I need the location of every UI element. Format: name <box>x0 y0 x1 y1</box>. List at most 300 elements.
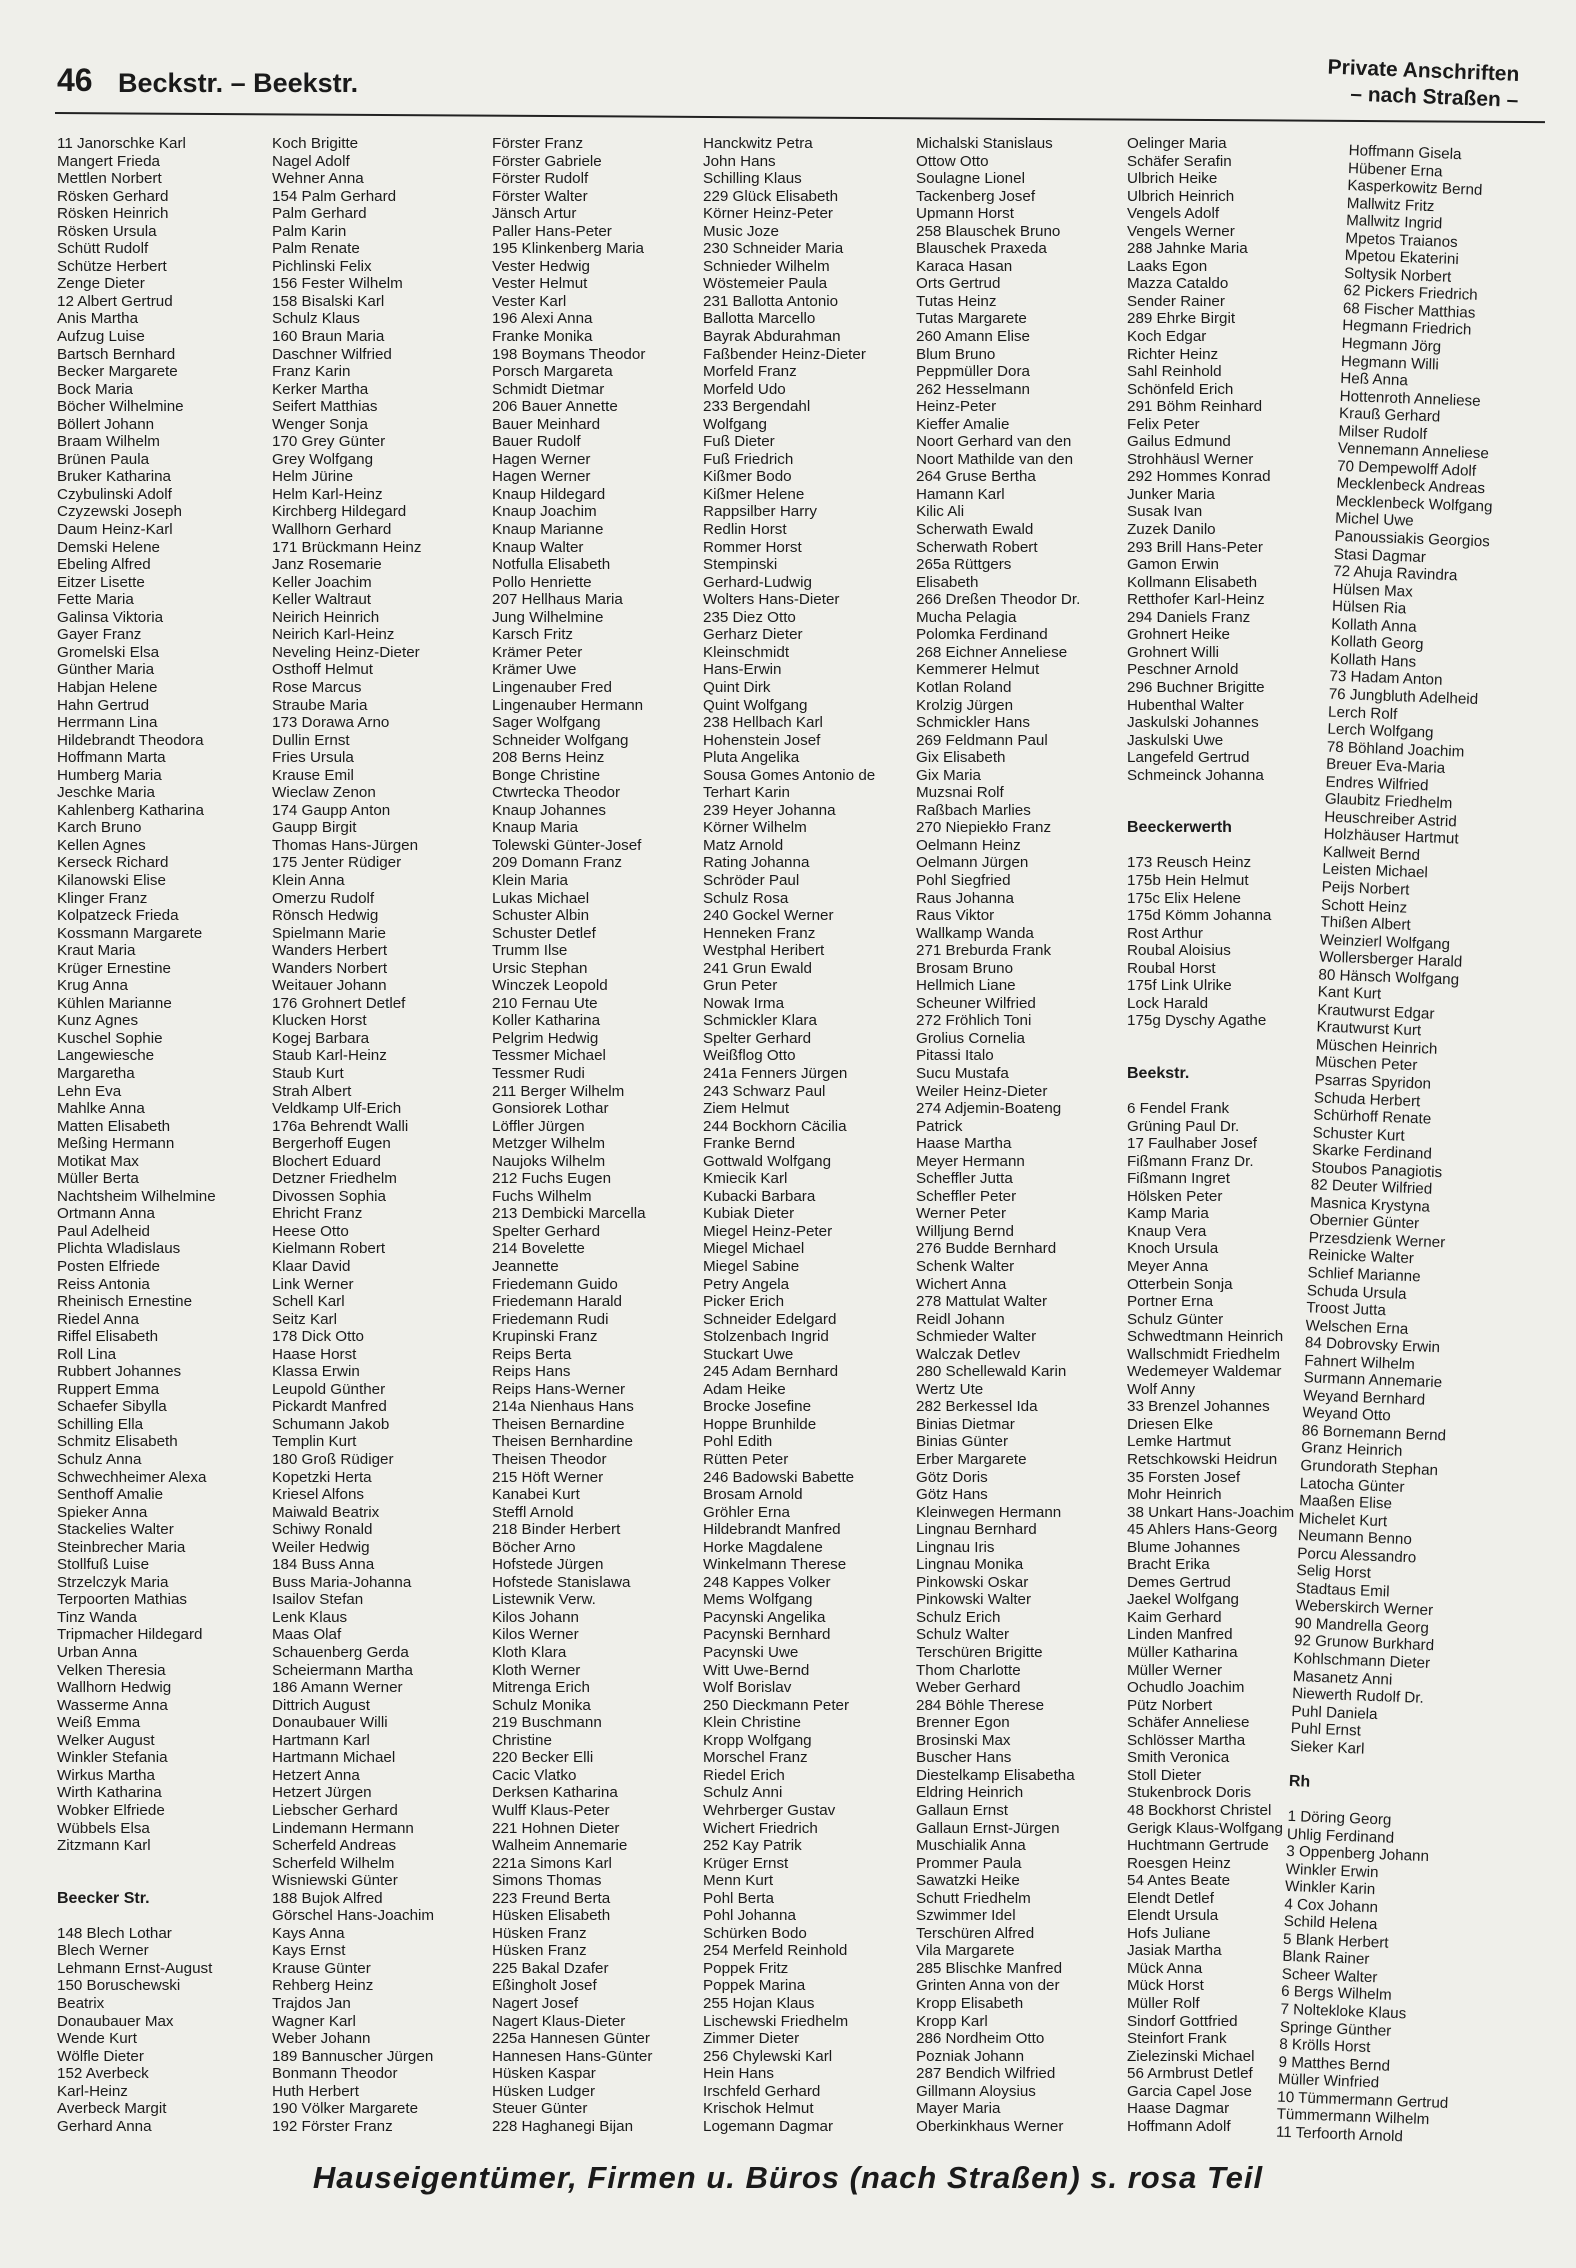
list-item: Hamann Karl <box>916 485 1005 503</box>
list-item: Palm Gerhard <box>272 205 367 223</box>
list-item: Thom Charlotte <box>916 1661 1021 1679</box>
list-item: Michalski Stanislaus <box>916 135 1053 152</box>
list-item: Knaup Vera <box>1127 1222 1207 1240</box>
list-item: Willjung Bernd <box>916 1222 1014 1240</box>
list-item: Weinzierl Wolfgang <box>1319 931 1451 953</box>
list-item: Hetzert Jürgen <box>272 1784 372 1802</box>
list-item: Naujoks Wilhelm <box>492 1152 606 1170</box>
list-item: Körner Wilhelm <box>703 819 807 837</box>
list-item: 250 Dieckmann Peter <box>703 1696 850 1714</box>
list-item: Knaup Joachim <box>492 503 597 521</box>
list-item: Wobker Elfriede <box>57 1801 165 1819</box>
list-item: Kropp Karl <box>916 2012 988 2030</box>
list-item: Witt Uwe-Bernd <box>703 1661 810 1679</box>
list-item: 175b Hein Helmut <box>1127 871 1249 889</box>
list-item: Lischewski Friedhelm <box>703 2012 849 2030</box>
list-item: Bayrak Abdurahman <box>703 328 841 346</box>
list-item: Listewnik Verw. <box>492 1591 596 1609</box>
list-item: Divossen Sophia <box>272 1187 386 1205</box>
list-item: Bruker Katharina <box>57 468 171 486</box>
list-item: Lehmann Ernst-August <box>57 1959 213 1977</box>
list-item: Zielezinski Michael <box>1127 2047 1255 2065</box>
list-item: Wulff Klaus-Peter <box>492 1801 610 1819</box>
list-item: Diestelkamp Elisabetha <box>916 1766 1075 1784</box>
list-item: Ottow Otto <box>916 152 989 170</box>
list-item: Ctwrtecka Theodor <box>492 784 621 802</box>
list-item: Heinz-Peter <box>916 398 997 416</box>
list-item: Kleinschmidt <box>703 643 790 661</box>
street-heading: Rh <box>1288 1772 1311 1791</box>
list-item: Otterbein Sonja <box>1127 1275 1233 1293</box>
list-item: Richter Heinz <box>1127 345 1219 363</box>
list-item: Braam Wilhelm <box>57 433 160 451</box>
list-item: Müschen Heinrich <box>1315 1036 1438 1058</box>
list-item: Kanabei Kurt <box>492 1486 580 1504</box>
footer-note: Hauseigentümer, Firmen u. Büros (nach Straßen) s. rosa Teil <box>312 2160 1264 2195</box>
list-item: 230 Schneider Maria <box>703 240 844 258</box>
list-item: 150 Boruschewski <box>57 1977 181 1995</box>
list-item: Wenger Sonja <box>272 415 368 433</box>
list-item: Krauß Gerhard <box>1338 405 1441 426</box>
list-item: Weißflog Otto <box>703 1047 796 1065</box>
list-item: Jaekel Wolfgang <box>1127 1591 1240 1609</box>
list-item: Derksen Katharina <box>492 1784 618 1802</box>
list-item: Bergerhoff Eugen <box>272 1135 391 1153</box>
list-item: Reiss Antonia <box>57 1275 150 1293</box>
list-item: 11 Janorschke Karl <box>57 135 186 152</box>
list-item: Winkler Karin <box>1284 1877 1376 1899</box>
list-item: Heuschreiber Astrid <box>1323 808 1458 831</box>
list-item: Schuster Kurt <box>1312 1123 1405 1145</box>
list-item: Schwedtmann Heinrich <box>1127 1328 1284 1346</box>
list-item: Hüsken Elisabeth <box>492 1907 611 1925</box>
list-item: Tessmer Rudi <box>492 1064 585 1082</box>
list-item: Szwimmer Idel <box>916 1907 1016 1925</box>
list-item: Schiwy Ronald <box>272 1521 373 1539</box>
list-item: Felix Peter <box>1127 415 1200 433</box>
list-item: Lehn Eva <box>57 1082 122 1100</box>
list-item: Eßingholt Josef <box>492 1977 597 1995</box>
list-item: Gailus Edmund <box>1127 433 1231 451</box>
list-item: 282 Berkessel Ida <box>916 1398 1038 1416</box>
list-item: Friedemann Harald <box>492 1293 622 1311</box>
list-item: Knaup Hildegard <box>492 485 606 503</box>
list-item: 219 Buschmann <box>492 1714 602 1732</box>
list-item: Strohhäusl Werner <box>1127 450 1254 468</box>
list-item: Blech Werner <box>57 1942 149 1960</box>
list-item: Daschner Wilfried <box>272 345 392 363</box>
list-item: Krischok Helmut <box>703 2100 814 2118</box>
list-item: 293 Brill Hans-Peter <box>1127 538 1263 556</box>
list-item: Westphal Heribert <box>703 942 825 960</box>
list-item: Schaefer Sibylla <box>57 1398 167 1416</box>
list-item: Holzhäuser Hartmut <box>1323 825 1459 848</box>
list-item: Lindemann Hermann <box>272 1819 414 1837</box>
list-item: Herrmann Lina <box>57 714 158 732</box>
list-item: Winkler Erwin <box>1285 1860 1379 1881</box>
list-item: Gix Elisabeth <box>916 749 1006 767</box>
list-item: 48 Bockhorst Christel <box>1127 1801 1272 1819</box>
list-item: Plichta Wladislaus <box>57 1240 181 1258</box>
list-item: 72 Ahuja Ravindra <box>1332 562 1458 585</box>
list-item: 238 Hellbach Karl <box>703 714 823 732</box>
list-item: Franke Monika <box>492 328 593 346</box>
list-item: Miegel Heinz-Peter <box>703 1222 833 1240</box>
list-item: Hildebrandt Theodora <box>57 731 204 749</box>
list-item: Mpetou Ekaterini <box>1344 247 1460 269</box>
list-item: Kißmer Helene <box>703 485 805 503</box>
list-item: Music Joze <box>703 222 779 240</box>
list-item: 170 Grey Günter <box>272 433 386 451</box>
list-item: 92 Grunow Burkhard <box>1293 1632 1435 1655</box>
list-item: Hüsken Ludger <box>492 2082 596 2100</box>
list-item: Kerker Martha <box>272 380 369 398</box>
list-item: Haase Horst <box>272 1345 357 1363</box>
list-item: Kloth Klara <box>492 1644 567 1662</box>
list-item: Kilic Ali <box>916 503 965 521</box>
list-item: Gerhard Anna <box>57 2117 152 2135</box>
list-item: 208 Berns Heinz <box>492 749 605 767</box>
list-item: 17 Faulhaber Josef <box>1127 1135 1258 1153</box>
list-item: Masnica Krystyna <box>1309 1194 1431 1216</box>
list-item: Gix Maria <box>916 766 981 784</box>
list-item: Poppek Fritz <box>703 1959 789 1977</box>
list-item: Scheiermann Martha <box>272 1661 413 1679</box>
list-item: 10 Tümmermann Gertrud <box>1277 2088 1449 2112</box>
list-item: 178 Dick Otto <box>272 1328 365 1346</box>
list-item: Kays Anna <box>272 1924 345 1942</box>
list-item: 73 Hadam Anton <box>1329 668 1443 690</box>
list-item: 270 Niepiekło Franz <box>916 819 1052 837</box>
list-item: Mecklenbeck Andreas <box>1336 475 1486 498</box>
list-item: 276 Budde Bernhard <box>916 1240 1057 1258</box>
list-item: Wallhorn Hedwig <box>57 1679 172 1697</box>
list-item: Hüsken Kaspar <box>492 2065 596 2083</box>
list-item: Kahlenberg Katharina <box>57 801 204 819</box>
list-item: Binias Dietmar <box>916 1415 1015 1433</box>
list-item: 218 Binder Herbert <box>492 1521 621 1539</box>
list-item: Spieker Anna <box>57 1503 148 1521</box>
list-item: Schott Heinz <box>1320 896 1408 917</box>
list-item: Muschialik Anna <box>916 1837 1026 1855</box>
list-item: Reips Hans-Werner <box>492 1380 626 1398</box>
list-item: Hegmann Willi <box>1340 352 1440 373</box>
list-item: Nowak Irma <box>703 994 785 1012</box>
list-item: Kossmann Margarete <box>57 924 203 942</box>
list-item: Kasperkowitz Bernd <box>1347 177 1483 200</box>
list-item: Grolius Cornelia <box>916 1029 1025 1047</box>
list-item: Schuster Albin <box>492 907 590 925</box>
list-item: Kopetzki Herta <box>272 1468 372 1486</box>
list-item: Janz Rosemarie <box>272 556 382 574</box>
list-item: Hoffmann Marta <box>57 749 166 767</box>
list-item: Kloth Werner <box>492 1661 581 1679</box>
list-item: Jeschke Maria <box>57 784 155 802</box>
list-item: 192 Förster Franz <box>272 2117 393 2135</box>
list-item: Wallhorn Gerhard <box>272 521 392 539</box>
list-item: Irschfeld Gerhard <box>703 2082 821 2100</box>
list-item: Haase Martha <box>916 1135 1012 1153</box>
list-item: Klein Christine <box>703 1714 801 1732</box>
list-item: 3 Oppenberg Johann <box>1286 1842 1430 1866</box>
list-item: Pelgrim Hedwig <box>492 1029 599 1047</box>
list-item: 284 Böhle Therese <box>916 1696 1045 1714</box>
list-item: 158 Bisalski Karl <box>272 292 385 310</box>
list-item: Wichert Anna <box>916 1275 1007 1293</box>
list-item: 8 Krölls Horst <box>1278 2035 1371 2057</box>
list-item: Steinbrecher Maria <box>57 1538 186 1556</box>
list-item: Pohl Siegfried <box>916 871 1011 889</box>
list-item: Weiler Heinz-Dieter <box>916 1082 1048 1100</box>
list-item: Neirich Heinrich <box>272 608 380 626</box>
list-item: Lingnau Bernhard <box>916 1521 1037 1539</box>
list-item: Neumann Benno <box>1297 1527 1413 1549</box>
list-item: Winkelmann Therese <box>703 1556 847 1574</box>
list-item: 175g Dyschy Agathe <box>1127 1012 1267 1030</box>
list-item: Scherfeld Andreas <box>272 1837 397 1855</box>
list-item: Bauer Meinhard <box>492 415 601 433</box>
list-item: Gallaun Ernst <box>916 1801 1009 1819</box>
list-item: 5 Blank Herbert <box>1282 1930 1389 1952</box>
list-item: Gillmann Aloysius <box>916 2082 1036 2100</box>
list-item: Lemke Hartmut <box>1127 1433 1231 1451</box>
list-item: Sindorf Gottfried <box>1127 2012 1238 2030</box>
list-item: Schulz Günter <box>1127 1310 1224 1328</box>
list-item: Walheim Annemarie <box>492 1837 628 1855</box>
list-item: Koller Katharina <box>492 1012 601 1030</box>
list-item: Hartmann Karl <box>272 1731 370 1749</box>
list-item: Templin Kurt <box>272 1433 357 1451</box>
list-item: Blauschek Praxeda <box>916 240 1047 258</box>
list-item: Schenk Walter <box>916 1258 1015 1275</box>
list-item: 235 Diez Otto <box>703 608 796 626</box>
list-item: Nagert Josef <box>492 1994 579 2012</box>
list-item: Demski Helene <box>57 538 160 556</box>
list-item: Hofstede Jürgen <box>492 1556 604 1574</box>
list-item: Reidl Johann <box>916 1310 1005 1328</box>
list-item: Petry Angela <box>703 1275 790 1293</box>
list-item: Stuckart Uwe <box>703 1345 794 1363</box>
list-item: 228 Haghanegi Bijan <box>492 2117 634 2135</box>
list-item: Christine <box>492 1731 552 1749</box>
list-item: Werner Peter <box>916 1205 1007 1223</box>
list-item: Hannesen Hans-Günter <box>492 2047 653 2065</box>
list-item: Mallwitz Fritz <box>1346 194 1435 215</box>
list-item: Pohl Berta <box>703 1889 774 1907</box>
list-item: 176a Behrendt Walli <box>272 1117 409 1135</box>
list-item: John Hans <box>703 152 776 170</box>
list-item: 256 Chylewski Karl <box>703 2047 833 2065</box>
list-item: 68 Fischer Matthias <box>1342 299 1476 322</box>
list-item: 239 Heyer Johanna <box>703 801 836 819</box>
list-item: Bracht Erika <box>1127 1556 1210 1574</box>
list-item: Kohlschmann Dieter <box>1293 1650 1431 1673</box>
list-item: Pinkowski Walter <box>916 1591 1032 1609</box>
list-item: Przesdzienk Werner <box>1308 1229 1446 1252</box>
list-item: Fette Maria <box>57 591 134 609</box>
list-item: Rheinisch Ernestine <box>57 1293 193 1311</box>
list-item: Rehberg Heinz <box>272 1977 374 1995</box>
list-item: Stolzenbach Ingrid <box>703 1328 829 1346</box>
list-item: Daum Heinz-Karl <box>57 521 173 539</box>
list-item: 213 Dembicki Marcella <box>492 1205 646 1223</box>
list-item: Schmieder Walter <box>916 1328 1037 1346</box>
list-item: Krüger Ernst <box>703 1854 789 1872</box>
list-item: Galinsa Viktoria <box>57 608 164 626</box>
list-item: 154 Palm Gerhard <box>272 187 397 205</box>
street-heading: Beecker Str. <box>57 1889 150 1907</box>
list-item: Förster Franz <box>492 135 584 152</box>
list-item: Schäfer Serafin <box>1127 152 1232 170</box>
list-item: Weitauer Johann <box>272 977 387 995</box>
street-heading: Beekstr. <box>1127 1064 1190 1082</box>
page-title: Beckstr. – Beekstr. <box>118 68 359 98</box>
list-item: Mitrenga Erich <box>492 1679 590 1697</box>
list-item: Matz Arnold <box>703 836 784 854</box>
list-item: Karaca Hasan <box>916 257 1013 275</box>
list-item: Hartmann Michael <box>272 1749 396 1767</box>
list-item: Welschen Erna <box>1305 1316 1409 1338</box>
list-item: Scherwath Ewald <box>916 521 1034 539</box>
list-item: 196 Alexi Anna <box>492 310 593 328</box>
list-item: Krause Günter <box>272 1959 371 1977</box>
list-item: 9 Matthes Bernd <box>1278 2053 1391 2075</box>
list-item: Rost Arthur <box>1127 924 1203 942</box>
column-3 <box>492 135 700 2135</box>
list-item: 296 Buchner Brigitte <box>1127 678 1265 696</box>
list-item: Riffel Elisabeth <box>57 1328 159 1346</box>
list-item: Kubacki Barbara <box>703 1187 816 1205</box>
list-item: Schulz Rosa <box>703 889 789 907</box>
list-item: Müller Berta <box>57 1170 139 1188</box>
list-item: Krämer Uwe <box>492 661 577 679</box>
list-item: Schlösser Martha <box>1127 1731 1246 1749</box>
list-item: Schell Karl <box>272 1293 345 1311</box>
list-item: Palm Renate <box>272 240 360 258</box>
list-item: Metzger Wilhelm <box>492 1135 606 1153</box>
list-item: Hubenthal Walter <box>1127 696 1244 714</box>
list-item: Pohl Edith <box>703 1433 773 1451</box>
list-item: Krug Anna <box>57 977 128 995</box>
list-item: Uhlig Ferdinand <box>1286 1825 1395 1847</box>
list-item: 175c Elix Helene <box>1127 889 1241 907</box>
list-item: Horke Magdalene <box>703 1538 823 1556</box>
spacer <box>1127 802 1335 820</box>
list-item: Böcher Wilhelmine <box>57 398 184 416</box>
page-number: 46 <box>57 62 93 98</box>
list-item: 189 Bannuscher Jürgen <box>272 2047 434 2065</box>
list-item: Rösken Heinrich <box>57 205 169 223</box>
list-item: Hegmann Friedrich <box>1341 317 1472 340</box>
list-item: Hanckwitz Petra <box>703 135 813 152</box>
list-item: Zuzek Danilo <box>1127 521 1216 539</box>
list-item: Poppek Marina <box>703 1977 806 1995</box>
list-item: Wolfgang <box>703 415 767 433</box>
list-item: Wöstemeier Paula <box>703 275 828 293</box>
list-item: Quint Wolfgang <box>703 696 808 714</box>
list-item: Wolf Borislav <box>703 1679 792 1697</box>
list-item: Kunz Agnes <box>57 1012 139 1030</box>
list-item: Masanetz Anni <box>1292 1667 1393 1689</box>
list-item: Winkler Stefania <box>57 1749 168 1767</box>
list-item: Paller Hans-Peter <box>492 222 612 240</box>
list-item: 248 Kappes Volker <box>703 1573 831 1591</box>
list-item: Reinicke Walter <box>1307 1246 1415 1268</box>
list-item: Roesgen Heinz <box>1127 1854 1231 1872</box>
list-item: 12 Albert Gertrud <box>57 292 173 310</box>
list-item: Schnieder Wilhelm <box>703 257 830 275</box>
list-item: Glaubitz Friedhelm <box>1324 790 1453 813</box>
list-item: Spelter Gerhard <box>703 1029 812 1047</box>
list-item: Ortmann Anna <box>57 1205 155 1223</box>
list-item: 265a Rüttgers <box>916 556 1012 574</box>
list-item: Böllert Johann <box>57 415 155 433</box>
list-item: Scheffler Peter <box>916 1187 1017 1205</box>
list-item: Fuchs Wilhelm <box>492 1187 592 1205</box>
list-item: Grun Peter <box>703 977 778 995</box>
list-item: Schürken Bodo <box>703 1924 807 1942</box>
list-item: Mück Horst <box>1127 1977 1204 1995</box>
list-item: 223 Freund Berta <box>492 1889 611 1907</box>
list-item: 221a Simons Karl <box>492 1854 612 1872</box>
list-item: 70 Dempewolff Adolf <box>1336 457 1477 480</box>
list-item: Theisen Bernhardine <box>492 1433 633 1451</box>
list-item: Osthoff Helmut <box>272 661 374 679</box>
list-item: Kallweit Bernd <box>1322 843 1421 864</box>
list-item: Reips Berta <box>492 1345 572 1363</box>
list-item: Peppmüller Dora <box>916 363 1030 381</box>
list-item: Theisen Bernardine <box>492 1415 625 1433</box>
list-item: 174 Gaupp Anton <box>272 801 391 819</box>
list-item: Krautwurst Kurt <box>1316 1018 1422 1040</box>
list-item: 262 Hesselmann <box>916 380 1030 398</box>
list-item: Pichlinski Felix <box>272 257 372 275</box>
list-item: Gallaun Ernst-Jürgen <box>916 1819 1060 1837</box>
section-heading-line2: – nach Straßen – <box>1350 82 1519 112</box>
list-item: 264 Gruse Bertha <box>916 468 1036 486</box>
list-item: Humberg Maria <box>57 766 162 784</box>
list-item: 33 Brenzel Johannes <box>1127 1398 1270 1416</box>
list-item: Upmann Horst <box>916 205 1014 223</box>
list-item: Gaupp Birgit <box>272 819 357 837</box>
list-item: Scheer Walter <box>1281 1965 1378 1987</box>
list-item: Keller Waltraut <box>272 591 372 609</box>
list-item: Mecklenbeck Wolfgang <box>1335 492 1493 516</box>
list-item: Orts Gertrud <box>916 275 1001 293</box>
list-item: Steinfort Frank <box>1127 2030 1227 2048</box>
list-item: 186 Amann Werner <box>272 1679 403 1697</box>
list-item: Kollmann Elisabeth <box>1127 573 1258 591</box>
list-item: Schumann Jakob <box>272 1415 390 1433</box>
list-item: Schuster Detlef <box>492 924 596 942</box>
list-item: Brünen Paula <box>57 450 150 468</box>
list-item: Bock Maria <box>57 380 133 398</box>
list-item: Soltysik Norbert <box>1343 264 1452 286</box>
list-item: Mallwitz Ingrid <box>1345 212 1443 233</box>
list-item: Miegel Michael <box>703 1240 805 1258</box>
list-item: Wollersberger Harald <box>1318 948 1463 971</box>
list-item: Pitassi Italo <box>916 1047 994 1065</box>
list-item: Lerch Rolf <box>1327 703 1398 723</box>
list-item: Meyer Hermann <box>916 1152 1025 1170</box>
list-item: Weiß Emma <box>57 1714 141 1732</box>
list-item: Friedemann Guido <box>492 1275 618 1293</box>
list-item: 90 Mandrella Georg <box>1294 1614 1430 1637</box>
list-item: Kleinwegen Hermann <box>916 1503 1062 1521</box>
list-item: Portner Erna <box>1127 1293 1214 1311</box>
list-item: Huth Herbert <box>272 2082 359 2100</box>
list-item: 212 Fuchs Eugen <box>492 1170 612 1188</box>
